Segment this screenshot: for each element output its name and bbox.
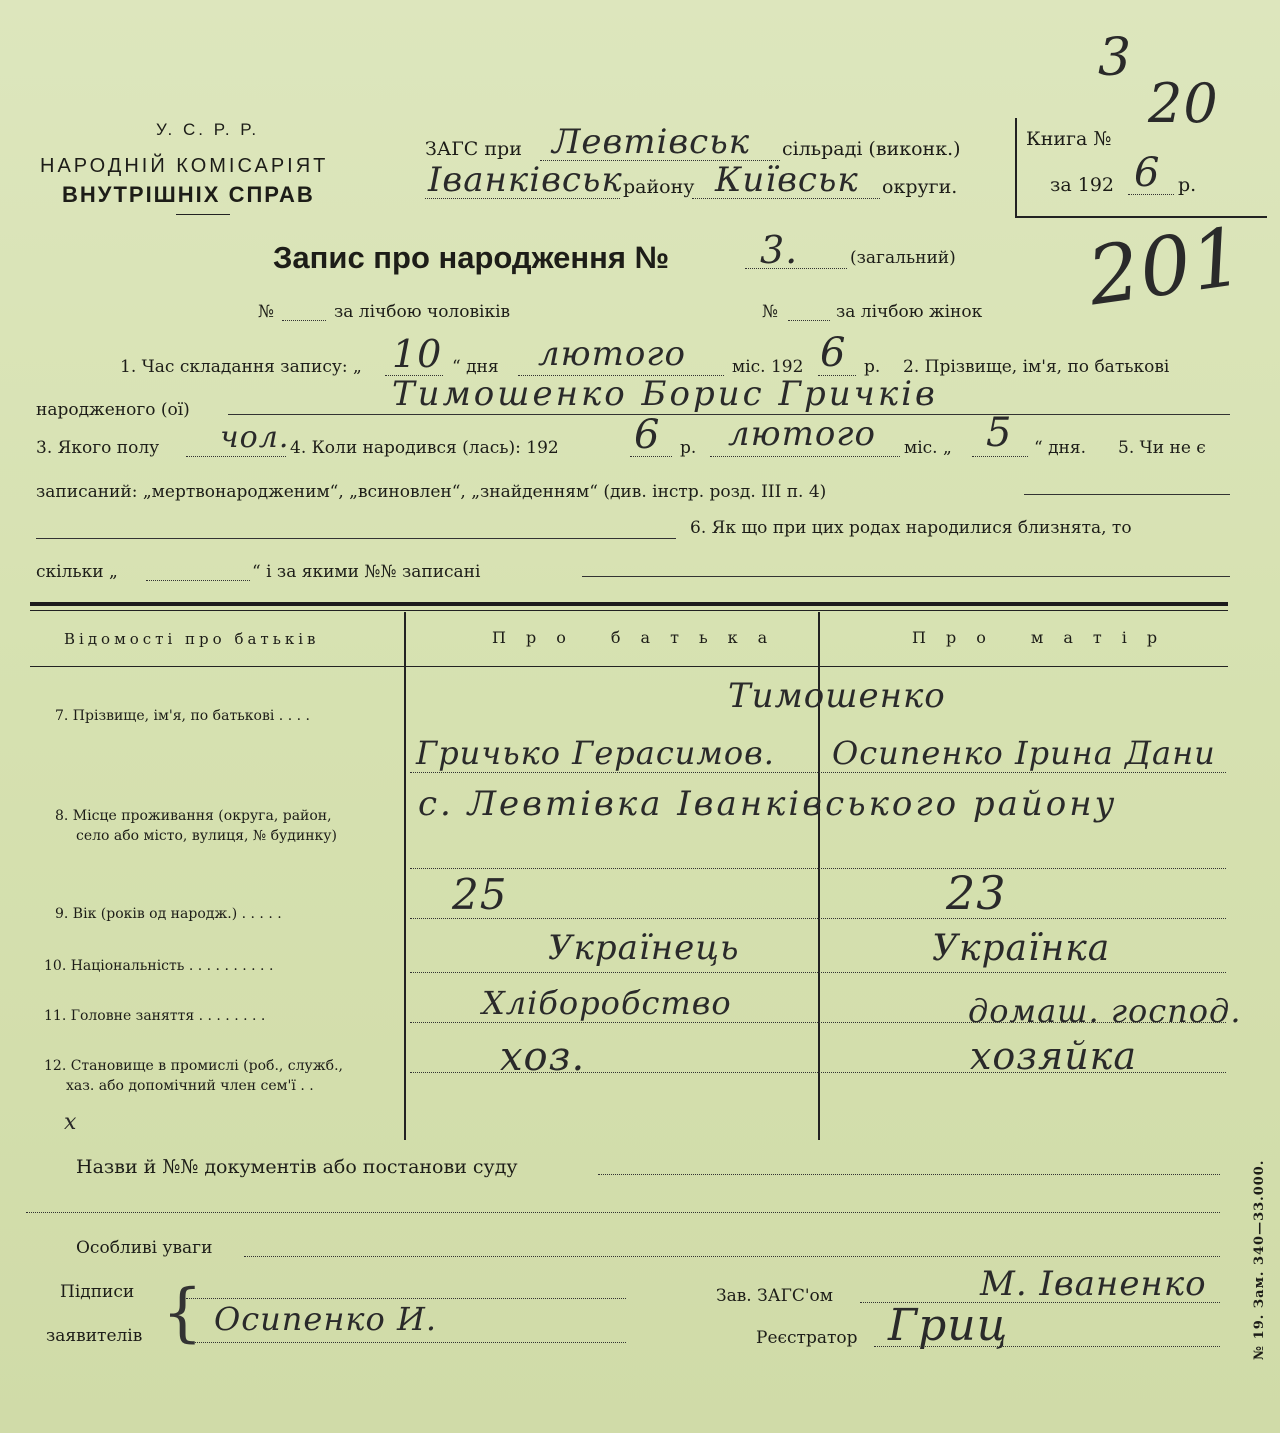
row12-label: 12. Становище в промислі (роб., служб., [44, 1058, 343, 1074]
row8-label-cont: село або місто, вулиця, № будинку) [76, 828, 338, 844]
zags-label: ЗАГС при [425, 138, 522, 160]
field2-label: 2. Прізвище, ім'я, по батькові [903, 357, 1170, 377]
book-label: Книга № [1026, 128, 1112, 150]
table-header-info: Відомості про батьків [64, 630, 320, 648]
field4-day-label: “ дня. [1034, 438, 1087, 458]
birth-year-handwritten: 6 [634, 412, 661, 458]
applicant-line-2 [186, 1342, 626, 1343]
field4-month-line [710, 456, 900, 457]
field6-label-cont2: “ і за якими №№ записані [252, 562, 481, 582]
page-title: Запис про народження № [273, 240, 670, 275]
residence-handwritten: с. Левтівка Іванківського району [418, 784, 1118, 824]
head-signature-handwritten: М. Іваненко [980, 1264, 1207, 1304]
field6-label: 6. Як що при цих родах народилися близнята, то [690, 518, 1132, 538]
okruha-handwritten: Київськ [715, 160, 859, 200]
table-col-divider-1 [404, 612, 406, 1140]
women-count-line [788, 320, 830, 321]
field1-day-label: “ дня [452, 357, 499, 377]
field1-day-handwritten: 10 [392, 332, 443, 376]
father-nationality-handwritten: Українець [548, 928, 740, 968]
field5-label-cont: записаний: „мертвонародженим“, „всиновлен“, „знайденням“ (див. інстр. розд. III п. 4) [36, 482, 827, 502]
field1-mis-label: міс. 192 [732, 357, 804, 377]
table-header-father: Про батька [492, 628, 788, 647]
applicant-line-1 [186, 1298, 626, 1299]
field1-label: 1. Час складання запису: „ [120, 357, 362, 377]
row10-baseline [410, 972, 1226, 973]
field5-line2 [36, 538, 676, 539]
commissariat-heading: НАРОДНІЙ КОМІСАРІЯТ [40, 155, 329, 177]
applicant-signature-handwritten: Осипенко И. [214, 1300, 438, 1338]
row8-label: 8. Місце проживання (округа, район, [55, 808, 332, 824]
ussr-heading: У. С. Р. Р. [156, 120, 260, 139]
notes-label: Особливі уваги [76, 1238, 213, 1258]
birth-month-handwritten: лютого [728, 414, 876, 454]
row10-label: 10. Національність . . . . . . . . . . [44, 958, 274, 974]
applicants-label: заявителів [46, 1326, 143, 1346]
field3-line [186, 456, 286, 457]
parents-surname-handwritten: Тимошенко [728, 676, 946, 716]
head-zags-label: Зав. ЗАГС'ом [716, 1286, 833, 1306]
field4-mis: міс. „ [904, 438, 952, 458]
corner-mark: 3 [1098, 28, 1133, 88]
birth-day-handwritten: 5 [986, 410, 1013, 456]
mother-age-handwritten: 23 [946, 866, 1007, 920]
registrar-signature-handwritten: Гриц [888, 1300, 1009, 1351]
silradi-label: сільраді (виконк.) [782, 138, 961, 160]
table-header-rule [30, 666, 1228, 667]
table-header-mother: Про матір [912, 628, 1178, 647]
row9-baseline [410, 918, 1226, 919]
field6-label-cont: скільки „ [36, 562, 118, 582]
field4-year-line [630, 456, 672, 457]
field3-label: 3. Якого полу [36, 438, 160, 458]
field5-line [1024, 494, 1230, 495]
documents-line [598, 1174, 1220, 1175]
child-name-handwritten: Тимошенко Борис Гричків [392, 374, 938, 414]
corner-scribble: 201 [1082, 209, 1250, 324]
mother-nationality-handwritten: Українка [932, 928, 1111, 969]
field1-r: р. [864, 357, 881, 377]
documents-line-2 [26, 1212, 1220, 1213]
father-name-handwritten: Гричько Герасимов. [416, 734, 775, 772]
signatures-label: Підписи [60, 1282, 135, 1302]
notes-line [244, 1256, 1220, 1257]
father-age-handwritten: 25 [452, 870, 508, 919]
signatures-brace: { [162, 1276, 203, 1350]
row12-label-cont: хаз. або допомічний член сем'ї . . [66, 1078, 314, 1094]
men-count-line [282, 320, 326, 321]
row9-label: 9. Вік (років од народж.) . . . . . [55, 906, 282, 922]
table-top-rule-thin [30, 610, 1228, 611]
side-print: № 19. Зам. 340—33.000. [1252, 1159, 1267, 1360]
women-no-label: № [762, 302, 779, 322]
father-status-handwritten: хоз. [500, 1034, 586, 1080]
field6-count-line [146, 580, 250, 581]
okruhy-label: округи. [882, 176, 958, 198]
field2-label-cont: народженого (ої) [36, 400, 190, 420]
mother-occupation-handwritten: домаш. господ. [968, 992, 1242, 1030]
row11-label: 11. Головне заняття . . . . . . . . [44, 1008, 266, 1024]
men-count-label: за лічбою чоловіків [334, 302, 511, 322]
raionu-label: району [623, 176, 695, 198]
field1-month-handwritten: лютого [538, 334, 686, 374]
field6-line [582, 576, 1230, 577]
father-occupation-handwritten: Хліборобство [482, 984, 732, 1022]
district-handwritten: Іванківськ [428, 160, 623, 200]
record-number-handwritten: 3. [760, 228, 799, 272]
book-number-handwritten: 20 [1148, 72, 1219, 135]
ministry-heading: ВНУТРІШНІХ СПРАВ [62, 182, 315, 207]
row7-label: 7. Прізвище, ім'я, по батькові . . . . [55, 708, 310, 724]
field5-label: 5. Чи не є [1118, 438, 1206, 458]
general-label: (загальний) [850, 248, 956, 268]
x-mark: х [64, 1110, 78, 1135]
sex-handwritten: чол. [220, 420, 290, 455]
mother-status-handwritten: хозяйка [970, 1034, 1138, 1078]
book-year-handwritten: 6 [1134, 150, 1161, 196]
book-year-label: за 192 [1050, 174, 1114, 196]
row8-baseline [410, 868, 1226, 869]
registrar-label: Реєстратор [756, 1328, 858, 1348]
field4-r: р. [680, 438, 697, 458]
header-divider [176, 214, 230, 215]
row7-baseline [410, 772, 1226, 773]
book-year-r: р. [1178, 174, 1197, 196]
field4-day-line [972, 456, 1028, 457]
mother-name-handwritten: Осипенко Ірина Дани [832, 734, 1216, 772]
men-no-label: № [258, 302, 275, 322]
documents-label: Назви й №№ документів або постанови суду [76, 1156, 518, 1178]
field1-year-handwritten: 6 [820, 330, 847, 376]
field4-label: 4. Коли народився (лась): 192 [290, 438, 559, 458]
women-count-label: за лічбою жінок [836, 302, 983, 322]
village-handwritten: Левтівськ [552, 122, 751, 162]
table-top-rule [30, 602, 1228, 606]
